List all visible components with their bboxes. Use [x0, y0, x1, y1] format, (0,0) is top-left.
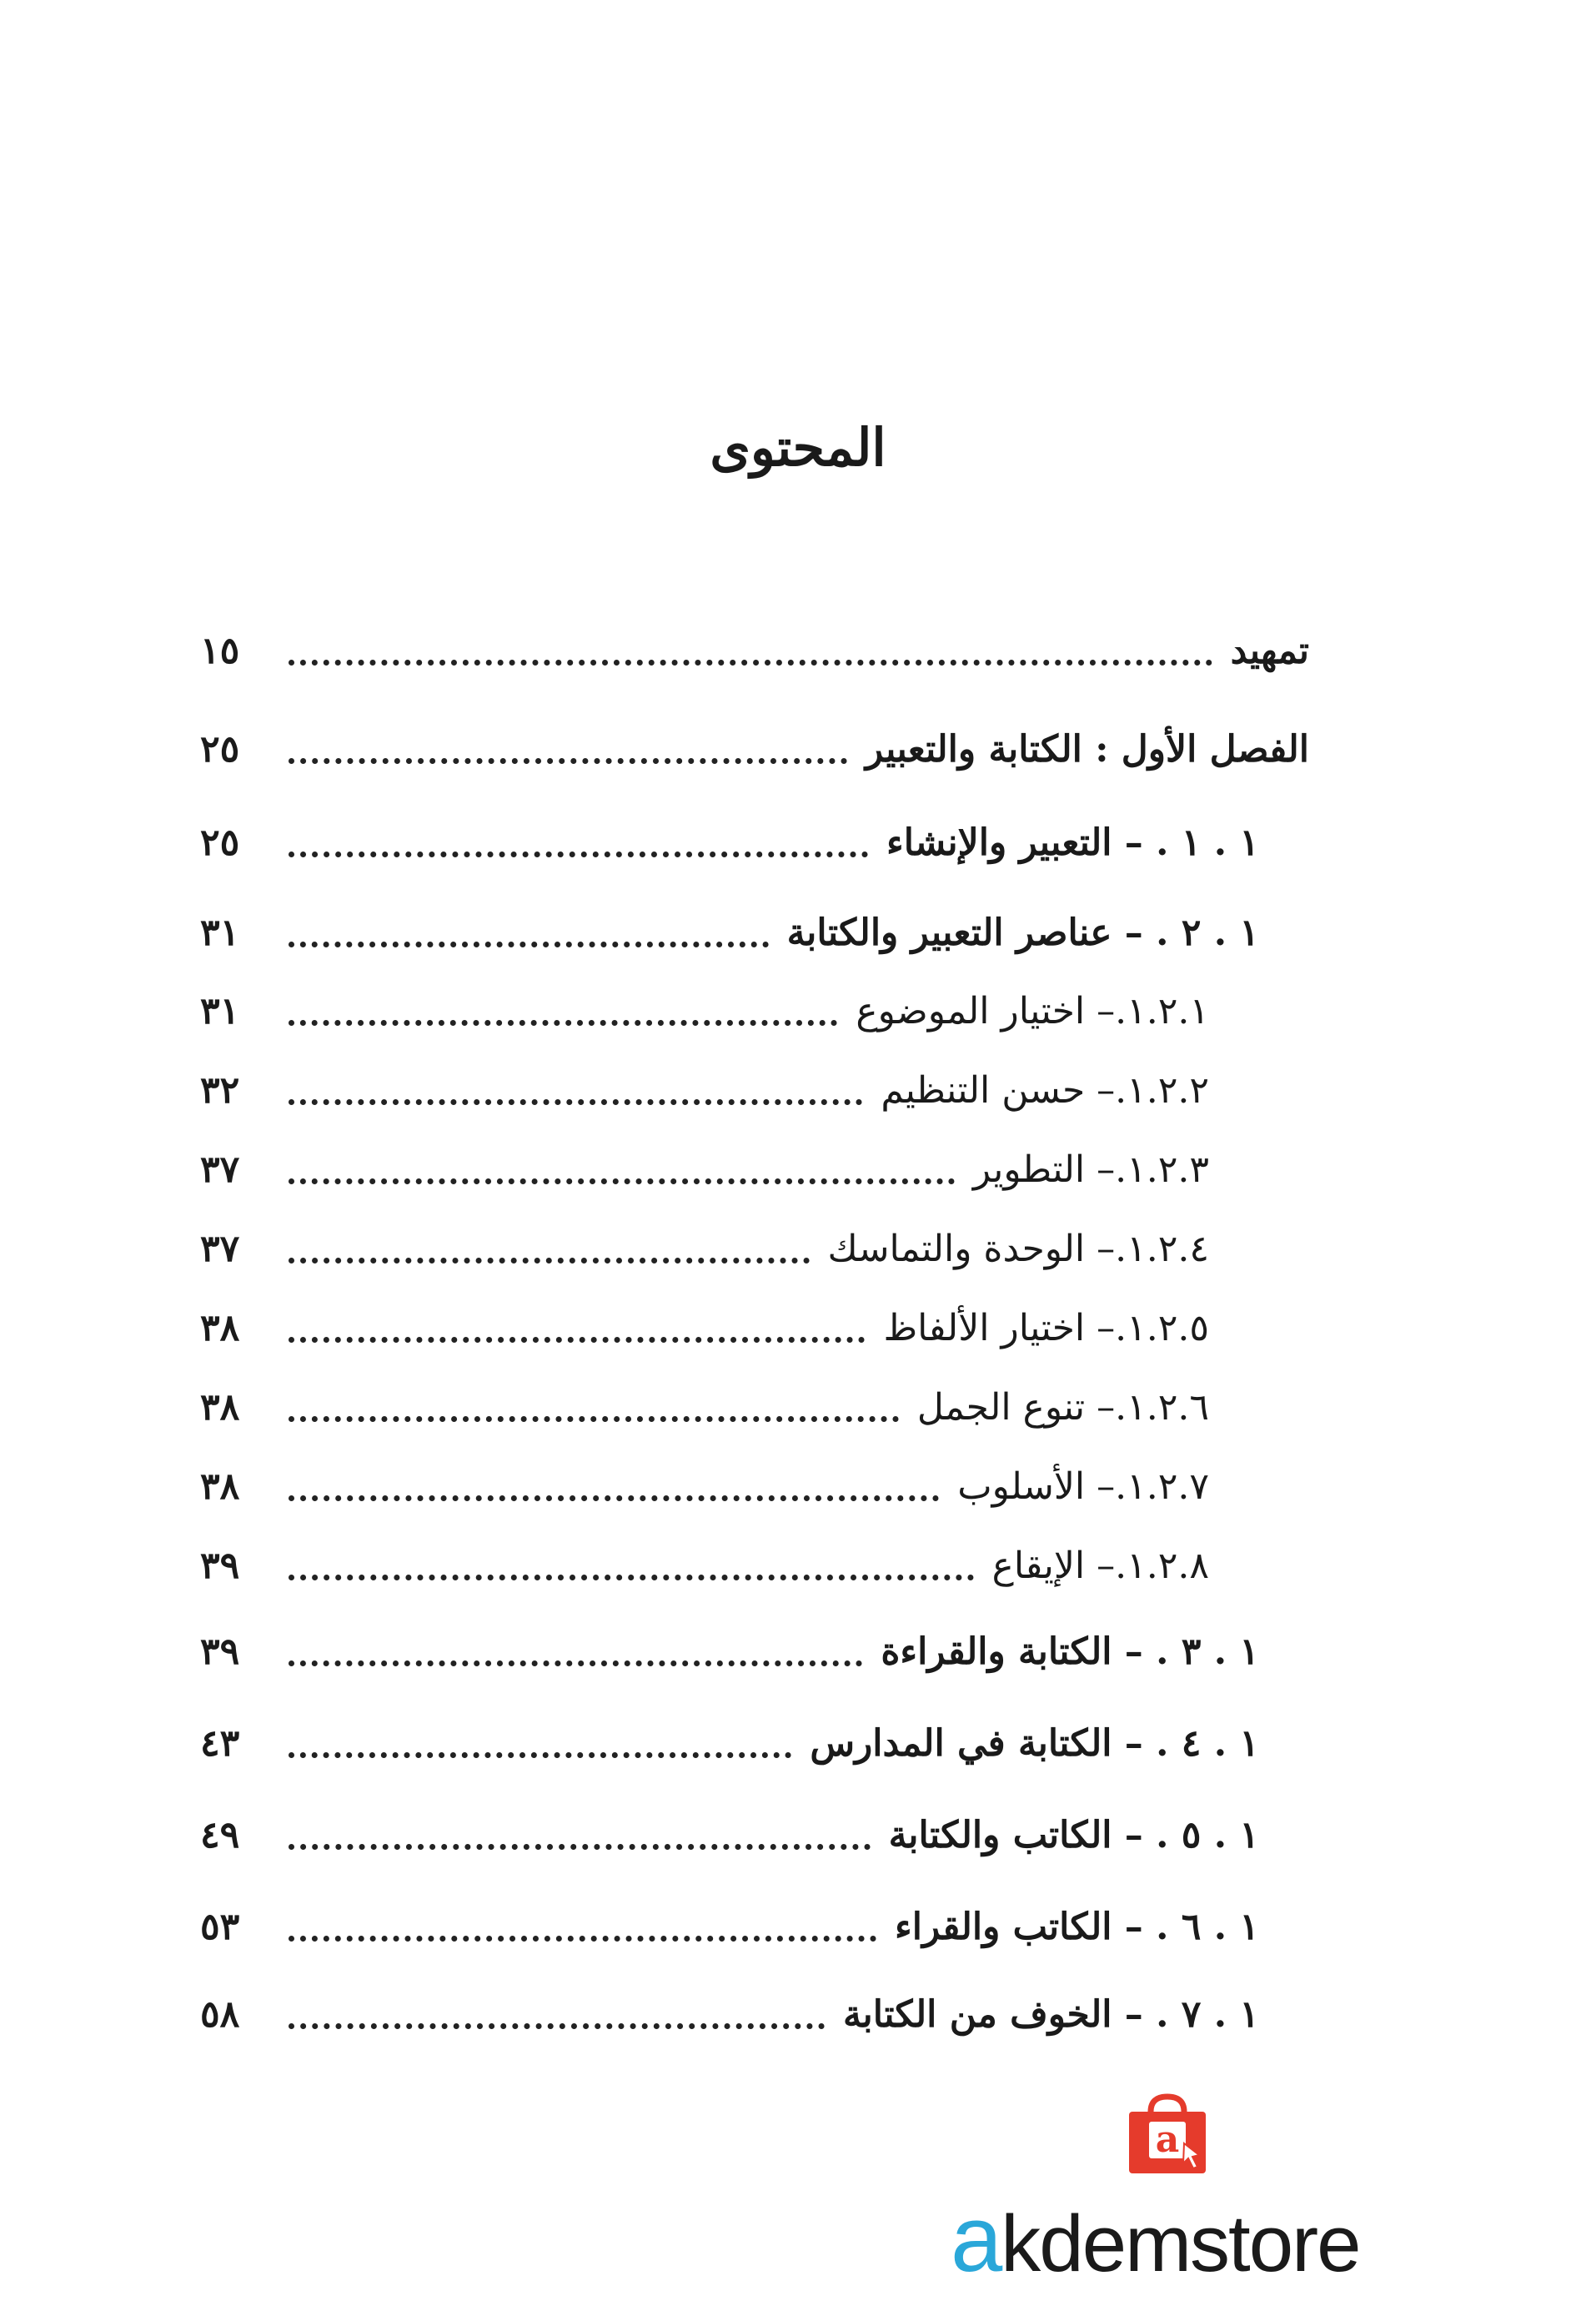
- toc-page-number: ٣٢: [200, 1068, 240, 1112]
- toc-page-number: ٣٧: [200, 1227, 240, 1270]
- dot-leader: [289, 1844, 871, 1850]
- toc-entry: [200, 1981, 1309, 2047]
- toc-page-number: ٣٨: [200, 1306, 240, 1349]
- toc-page-number: ٣٨: [200, 1464, 240, 1508]
- toc-entry-label: ١ . ٦ . – الكاتب والقراء: [895, 1905, 1259, 1948]
- toc-page-number: ٣٩: [200, 1630, 240, 1673]
- toc-page-number: ٢٥: [200, 821, 240, 864]
- toc-entry: [200, 977, 1309, 1044]
- toc-entry-label: ١.٢.٤.– الوحدة والتماسك: [827, 1227, 1209, 1270]
- store-logo: [951, 2093, 1401, 2291]
- toc-page-number: ٣٨: [200, 1385, 240, 1429]
- toc-entry: [200, 1893, 1309, 1960]
- dot-leader: [289, 758, 847, 764]
- toc-entry-label: ١.٢.٨.– الإيقاع: [991, 1544, 1209, 1587]
- toc-entry: [200, 1057, 1309, 1123]
- dot-leader: [289, 1936, 876, 1942]
- toc-entry: [200, 809, 1309, 876]
- dot-leader: [289, 1495, 939, 1501]
- toc-entry: [200, 716, 1309, 782]
- toc-entry-label: ١ . ٥ . – الكاتب والكتابة: [888, 1813, 1259, 1856]
- dot-leader: [289, 942, 769, 947]
- toc-entry: [200, 1136, 1309, 1203]
- toc-entry: [200, 899, 1309, 966]
- toc-entry: [200, 1294, 1309, 1361]
- toc-entry-label: ١.٢.٧.– الأسلوب: [957, 1464, 1209, 1508]
- toc-entry: [200, 1801, 1309, 1868]
- toc-entry-label: الفصل الأول : الكتابة والتعبير: [865, 727, 1309, 771]
- page-title: المحتوى: [710, 417, 886, 478]
- toc-page-number: ٣٩: [200, 1544, 240, 1587]
- dot-leader: [289, 1258, 810, 1263]
- shopping-bag-icon: [1117, 2093, 1217, 2177]
- toc-page-number: ٤٣: [200, 1721, 240, 1765]
- dot-leader: [289, 1416, 899, 1422]
- toc-entry: [200, 1374, 1309, 1440]
- toc-entry: [200, 617, 1309, 684]
- toc-entry: [200, 1532, 1309, 1599]
- toc-page-number: ٣٧: [200, 1148, 240, 1191]
- toc-entry: [200, 1453, 1309, 1520]
- dot-leader: [289, 2023, 825, 2029]
- toc-entry-label: ١.٢.٢.– حسن التنظيم: [881, 1068, 1209, 1112]
- toc-entry-label: ١.٢.٣.– التطوير: [972, 1148, 1209, 1191]
- dot-leader: [289, 1178, 955, 1184]
- toc-page-number: ٥٨: [200, 1992, 240, 2036]
- dot-leader: [289, 1752, 791, 1758]
- dot-leader: [289, 1099, 862, 1105]
- toc-page-number: ٥٣: [200, 1905, 240, 1948]
- dot-leader: [289, 1660, 862, 1666]
- toc-entry-label: ١ . ٤ . – الكتابة في المدارس: [810, 1721, 1259, 1765]
- dot-leader: [289, 852, 868, 857]
- toc-page-number: ٣١: [200, 911, 240, 954]
- toc-entry-label: ١.٢.٥.– اختيار الألفاظ: [883, 1306, 1209, 1349]
- logo-brand-text: kdemstore: [1001, 2199, 1360, 2288]
- logo-icon-letter: a: [1155, 2118, 1180, 2161]
- toc-entry: [200, 1618, 1309, 1685]
- toc-page-number: ١٥: [200, 629, 240, 672]
- toc-entry-label: ١ . ٢ . – عناصر التعبير والكتابة: [786, 911, 1259, 954]
- dot-leader: [289, 1020, 837, 1026]
- toc-entry-label: ١ . ٧ . – الخوف من الكتابة: [842, 1992, 1259, 2036]
- dot-leader: [289, 660, 1212, 666]
- logo-accent-letter: a: [951, 2187, 1001, 2291]
- toc-entry-label: ١ . ١ . – التعبير والإنشاء: [886, 821, 1259, 864]
- dot-leader: [289, 1337, 865, 1343]
- toc-entry-label: ١ . ٣ . – الكتابة والقراءة: [881, 1630, 1259, 1673]
- toc-entry: [200, 1710, 1309, 1776]
- toc-page-number: ٣١: [200, 989, 240, 1032]
- toc-entry-label: ١.٢.١.– اختيار الموضوع: [856, 989, 1209, 1032]
- toc-page-number: ٢٥: [200, 727, 240, 771]
- toc-entry-label: تمهيد: [1230, 629, 1309, 672]
- store-logo-wordmark: [951, 2187, 1360, 2291]
- toc-entry: [200, 1215, 1309, 1282]
- dot-leader: [289, 1575, 974, 1580]
- toc-page-number: ٤٩: [200, 1813, 240, 1856]
- toc-entry-label: ١.٢.٦.– تنوع الجمل: [916, 1385, 1209, 1429]
